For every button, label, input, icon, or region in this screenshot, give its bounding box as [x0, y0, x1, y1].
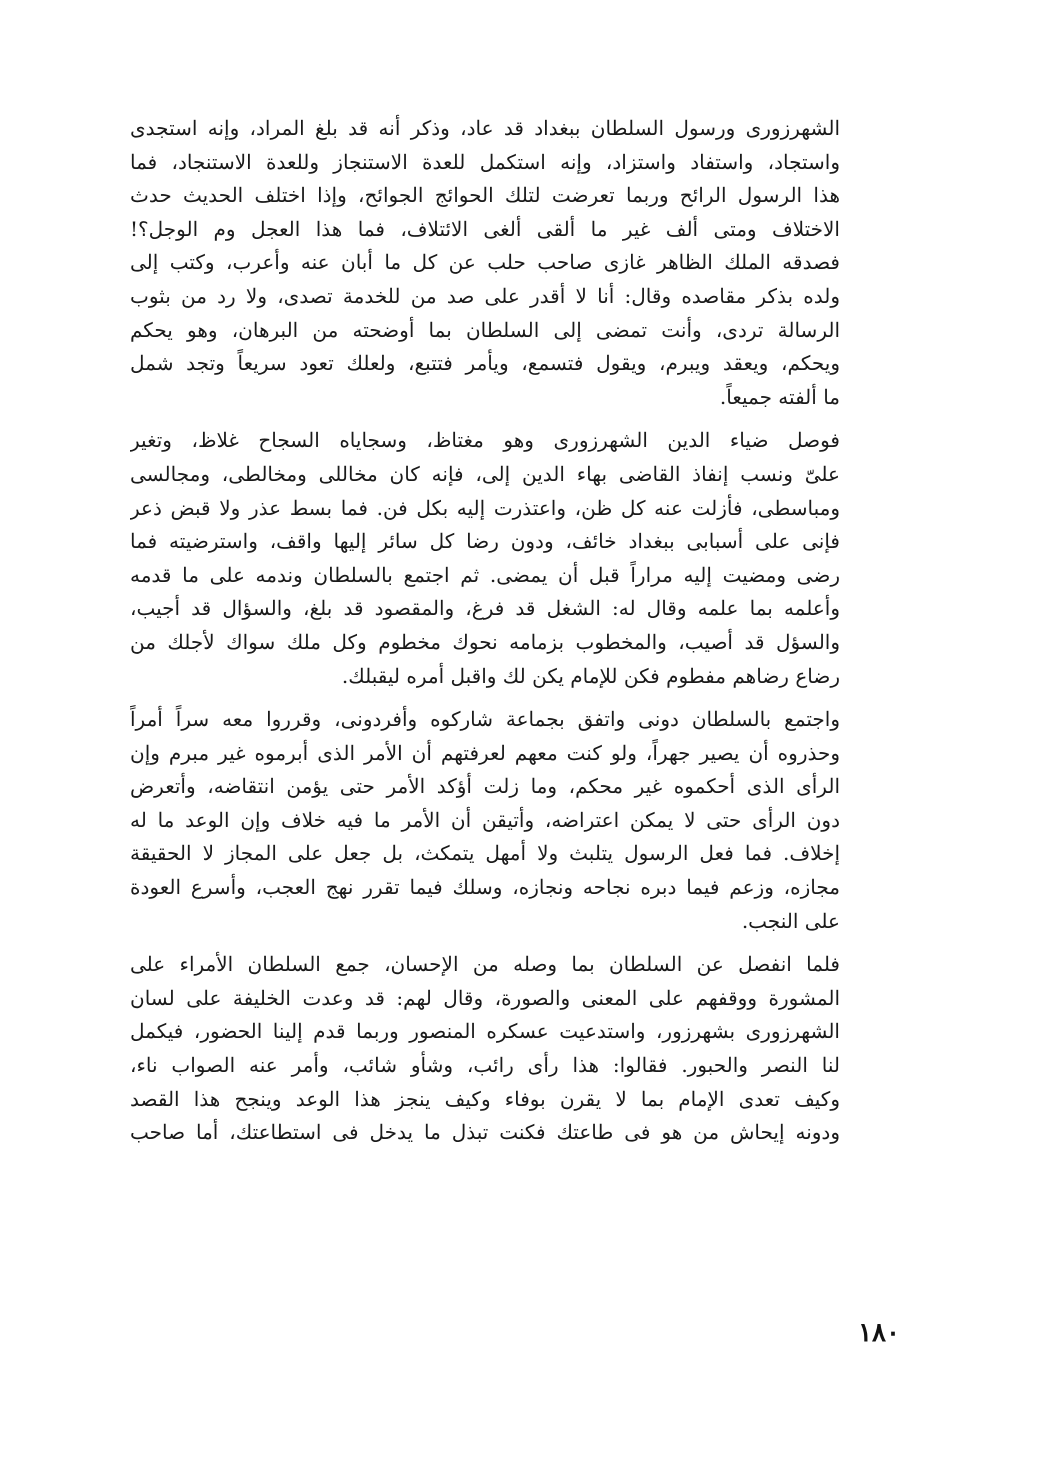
text-line: هذا الرسول الرائح وربما تعرضت لتلك الحوائج الجوائح، وإذا اختلف الحديث حدث [130, 183, 840, 208]
text-line: فلما انفصل عن السلطان بما وصله من الإحسان، جمع السلطان الأمراء على [130, 952, 840, 977]
text-line: الاختلاف ومتى ألف غير ما ألقى ألغى الائتلاف، فما هذا العجل وم الوجل؟! [130, 216, 840, 241]
text-line: الشهرزورى ورسول السلطان ببغداد قد عاد، وذكر أنه قد بلغ المراد، وإنه استجدى [130, 116, 840, 140]
text-line: فصدقه الملك الظاهر غازى صاحب حلب عن كل ما أبان عنه وأعرب، وكتب إلى [130, 250, 840, 275]
text-line: دون الرأى حتى لا يمكن اعتراضه، وأتيقن أن الأمر ما فيه خلاف وإن الوعد ما له [130, 807, 840, 832]
paragraph-gap [130, 414, 840, 424]
text-line: على النجب. [741, 908, 840, 933]
paragraph-4 [130, 948, 840, 1150]
text-line: وأعلمه بما علمه وقال له: الشغل قد فرغ، والمقصود قد بلغ، والسؤال قد أجيب، [130, 596, 840, 621]
text-line: الشهرزورى بشهرزور، واستدعيت عسكره المنصور وربما قدم إلينا الحضور، فيكمل [130, 1019, 840, 1044]
text-line: الرأى الذى أحكموه غير محكم، وما زلت أؤكد الأمر حتى يؤمن انتقاضه، وأتعرض [130, 774, 840, 799]
text-line: لنا النصر والحبور. فقالوا: هذا رأى رائب، وشأو شائب، وأمر عنه الصواب ناء، [130, 1053, 840, 1078]
text-line: والسؤل قد أصيب، والمخطوب بزمامه نحوك مخطوم وكل ملك سواك لأجلك من [130, 629, 840, 654]
text-line: الرسالة تردى، وأنت تمضى إلى السلطان بما أوضحته من البرهان، وهو يحكم [130, 317, 840, 342]
text-line: واستجاد، واستفاد واستزاد، وإنه استكمل للعدة الاستنجاز وللعدة الاستنجاد، فما [130, 149, 840, 174]
paragraph-3 [130, 703, 840, 938]
text-line: ومباسطى، فأزلت عنه كل ظن، واعتذرت إليه بكل فن. فما بسط عذر ولا قبض ذعر [130, 495, 840, 520]
text-line: فوصل ضياء الدين الشهرزورى وهو مغتاظ، وسجاياه السجاح غلاظ، وتغير [130, 428, 840, 453]
paragraph-gap [130, 938, 840, 948]
text-line: ما ألفته جميعاً. [719, 384, 840, 409]
text-line: وكيف تعدى الإمام بما لا يقرن بوفاء وكيف ينجز هذا الوعد وينجح هذا القصد [130, 1086, 840, 1111]
text-line: علىّ ونسب إنفاذ القاضى بهاء الدين إلى، فإنه كان مخاللى ومخالطى، ومجالسى [130, 461, 840, 486]
text-line: رضى ومضيت إليه مراراً قبل أن يمضى. ثم اجتمع بالسلطان وندمه على ما قدمه [130, 562, 840, 587]
page-number: ١٨٠ [858, 1318, 900, 1348]
text-line: وحذروه أن يصير جهراً، ولو كنت معهم لعرفتهم أن الأمر الذى أبرموه غير مبرم وإن [130, 740, 840, 765]
text-line: المشورة ووقفهم على المعنى والصورة، وقال لهم: قد وعدت الخليفة على لسان [130, 985, 840, 1010]
text-line: ودونه إيحاش من هو فى طاعتك فكنت تبذل ما يدخل فى استطاعتك، أما صاحب [130, 1120, 840, 1145]
text-line: ويحكم، ويعقد ويبرم، ويقول فتسمع، ويأمر فتتبع، ولعلك تعود سريعاً وتجد شمل [130, 351, 840, 376]
paragraph-2 [130, 424, 840, 693]
text-line: رضاع رضاهم مفطوم فكن للإمام يكن لك واقبل أمره ليقبلك. [341, 663, 840, 688]
body-text [130, 112, 840, 1150]
text-line: واجتمع بالسلطان دونى واتفق بجماعة شاركوه وأفردونى، وقرروا معه سراً أمراً [130, 707, 840, 732]
text-line: فإنى على أسبابى ببغداد خائف، ودون رضا كل سائر إليها واقف، واسترضيته فما [130, 529, 840, 554]
paragraph-1 [130, 112, 840, 414]
text-line: مجازه، وزعم فيما دبره نجاحه ونجازه، وسلك فيما تقرر نهج العجب، وأسرع العودة [130, 875, 840, 900]
text-line: ولده بذكر مقاصده وقال: أنا لا أقدر على صد من للخدمة تصدى، ولا رد من بثوب [130, 283, 840, 308]
text-line: إخلاف. فما فعل الرسول يتلبث ولا أمهل يتمكث، بل جعل على المجاز لا الحقيقة [130, 841, 840, 866]
paragraph-gap [130, 693, 840, 703]
